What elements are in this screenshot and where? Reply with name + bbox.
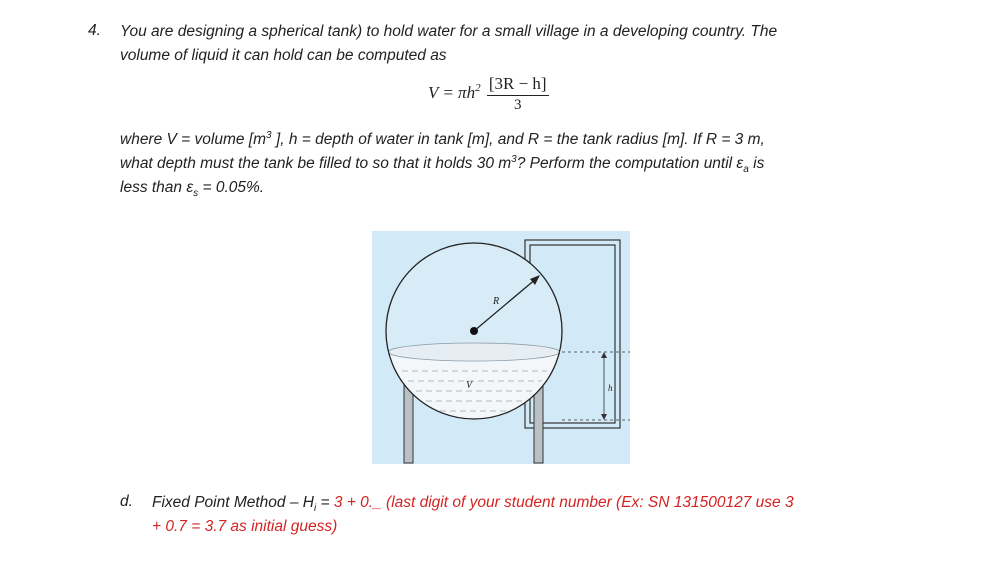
water-surface — [388, 343, 560, 361]
label-R: R — [493, 296, 500, 307]
formula-exponent: 2 — [475, 81, 481, 94]
label-V: V — [466, 380, 473, 391]
label-h: h — [608, 383, 613, 393]
part-d-line-1: Fixed Point Method – $H_i = 3$ + 0._ (last digit of your student number (Ex: SN 131500127 use 3 — [152, 494, 794, 515]
part-d-line-2: + 0.7 = 3.7 as initial guess) — [152, 518, 338, 535]
formula-lhs: V = πh — [428, 82, 476, 102]
where-paragraph — [120, 128, 960, 200]
intro-line-2: volume of liquid it can hold can be computed as — [120, 47, 447, 64]
intro-line-1: You are designing a spherical tank) to hold water for a small village in a developing country. The — [120, 23, 778, 40]
where-line-1: where V = volume [$m^3$ ], h = depth of water in tank [m], and R = the tank radius [m]. If R = 3 m, — [120, 129, 765, 148]
problem-intro — [120, 20, 940, 68]
problem-number: 4. — [88, 22, 101, 39]
where-line-2: what depth must the tank be filled to so that it holds 30 $m^3$? Perform the computation until $\varepsilon_a$ is — [120, 153, 765, 176]
formula-fraction — [487, 74, 549, 114]
spherical-tank-figure — [372, 231, 630, 464]
formula-numerator: [3R − h] — [487, 74, 549, 96]
part-d-label: d. — [120, 493, 133, 510]
formula-denominator: 3 — [513, 97, 522, 113]
where-line-3: less than $\varepsilon_s = 0.05\%$. — [120, 179, 265, 200]
volume-formula — [428, 74, 549, 114]
tank-center-dot — [470, 327, 478, 335]
part-d-text — [152, 491, 952, 539]
